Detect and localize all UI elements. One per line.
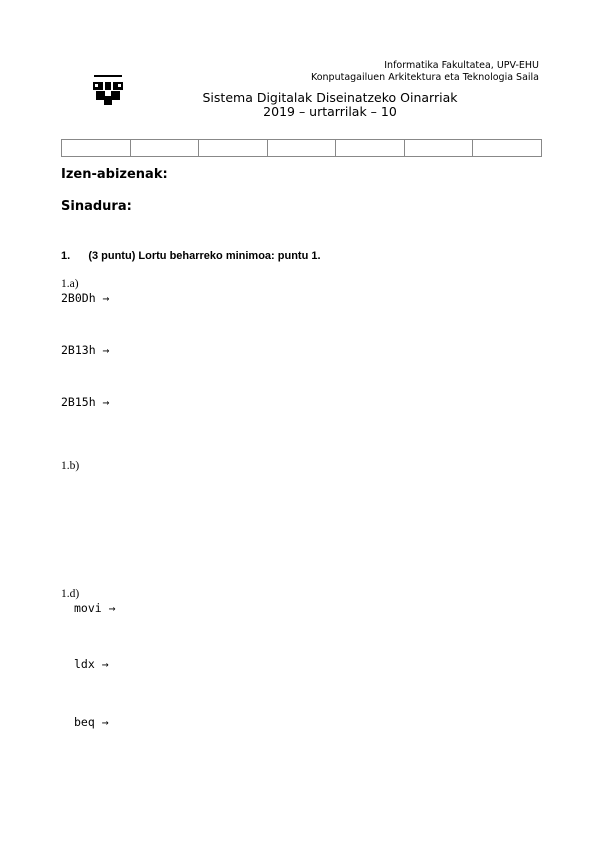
grade-cell: [404, 140, 473, 157]
part-a-line: 2B0Dh →: [61, 291, 110, 305]
part-a-label: 1.a): [61, 278, 79, 290]
grade-cell: [62, 140, 131, 157]
part-a-line: 2B13h →: [61, 343, 110, 357]
part-d-label: 1.d): [61, 588, 80, 600]
exam-title: Sistema Digitalak Diseinatzeko Oinarriak: [202, 90, 458, 105]
grade-cell: [199, 140, 268, 157]
part-d-line: beq →: [74, 715, 109, 729]
grade-table-row: [62, 140, 542, 157]
question-text: (3 puntu) Lortu beharreko minimoa: puntu 1.: [88, 250, 321, 262]
grade-table: [61, 139, 542, 157]
university-logo-icon: [90, 74, 126, 106]
department-line: Konputagailuen Arkitektura eta Teknologia Saila: [310, 72, 539, 83]
part-d-line: movi →: [74, 601, 116, 615]
faculty-line: Informatika Fakultatea, UPV-EHU: [384, 60, 539, 71]
grade-cell: [267, 140, 336, 157]
part-b-label: 1.b): [61, 460, 80, 472]
question-1: [61, 250, 321, 262]
grade-cell: [473, 140, 542, 157]
name-label: Izen-abizenak:: [61, 167, 168, 182]
part-a-line: 2B15h →: [61, 395, 110, 409]
signature-label: Sinadura:: [61, 199, 132, 214]
part-d-line: ldx →: [74, 657, 109, 671]
university-logo: [90, 74, 126, 106]
grade-cell: [130, 140, 199, 157]
exam-date: 2019 – urtarrilak – 10: [263, 104, 397, 119]
question-number: 1.: [61, 250, 71, 262]
grade-cell: [336, 140, 405, 157]
